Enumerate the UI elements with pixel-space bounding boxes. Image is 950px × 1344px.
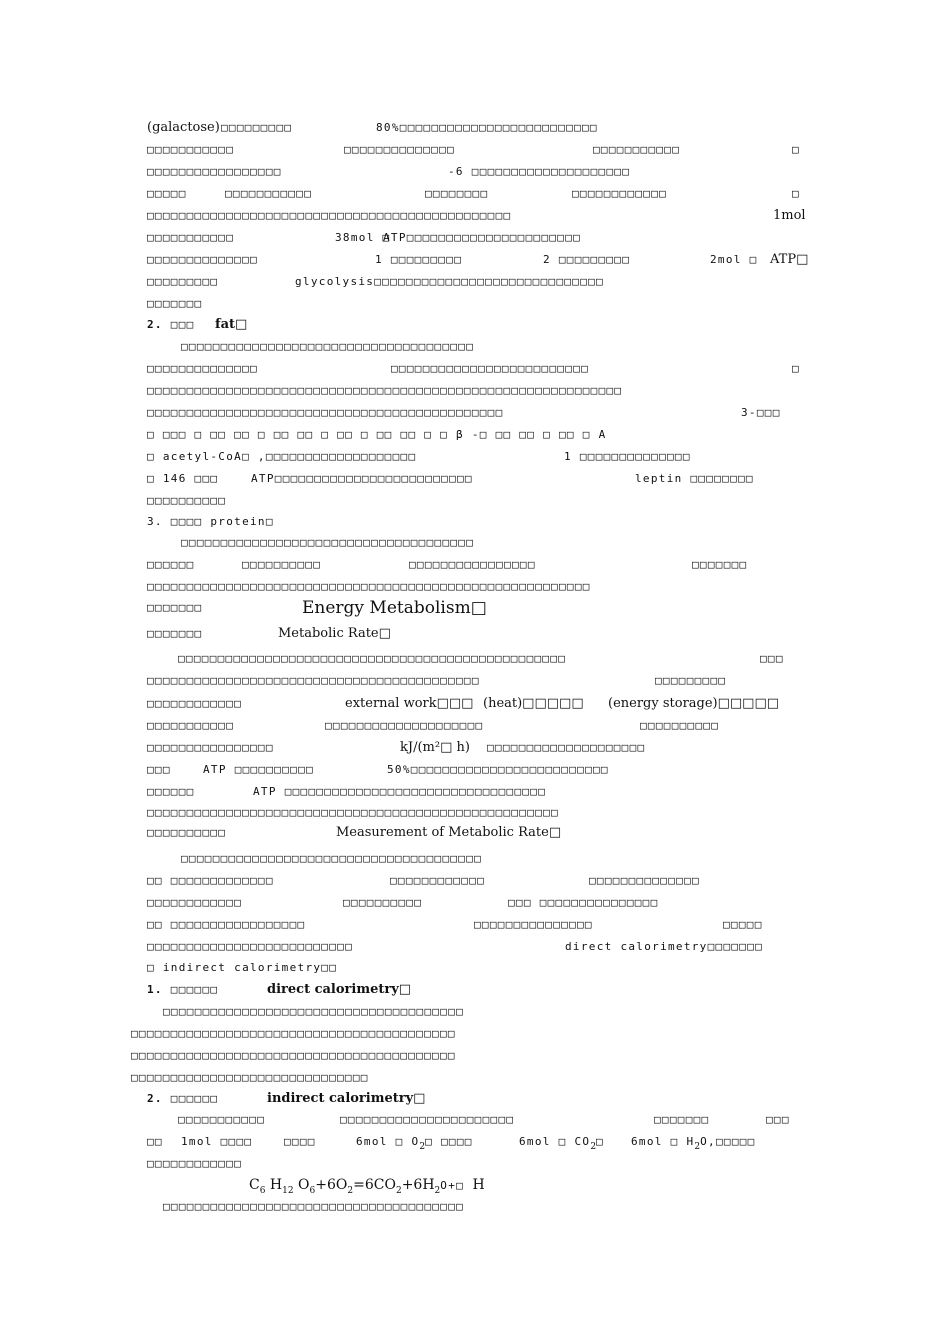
text-span: 6mol □ H bbox=[631, 1135, 695, 1148]
text-segment: 2. □□□ bbox=[147, 318, 195, 331]
eq-c: C bbox=[249, 1177, 260, 1193]
eq-co2: CO bbox=[373, 1177, 396, 1193]
subscript: 2 bbox=[434, 1186, 441, 1196]
text-segment: 50%□□□□□□□□□□□□□□□□□□□□□□□□□ bbox=[387, 763, 609, 776]
eq-o: O bbox=[298, 1177, 310, 1193]
text-segment: □□□□□□□□□□□□□□□□□□□□ bbox=[325, 719, 484, 732]
text-segment: □□□□□□□□□□□ bbox=[225, 187, 313, 200]
text-segment: □ 146 □□□ bbox=[147, 472, 219, 485]
formula-consume: □□□□ bbox=[284, 1135, 316, 1148]
text-segment: 2mol □ bbox=[710, 253, 758, 266]
text-segment: (galactose) bbox=[147, 120, 220, 135]
subscript: 2 bbox=[419, 1142, 426, 1152]
text-segment: (energy storage)□□□□□ bbox=[608, 696, 780, 711]
text-segment: □□□□□□□ bbox=[147, 601, 203, 614]
text-segment: □□□□□□□□□□□□□□□ bbox=[474, 918, 593, 931]
text-segment: □□□□□□□ bbox=[147, 627, 203, 640]
text-segment: indirect calorimetry□ bbox=[267, 1091, 426, 1106]
subscript: 2 bbox=[347, 1186, 354, 1196]
text-segment: 80%□□□□□□□□□□□□□□□□□□□□□□□□□ bbox=[376, 121, 598, 134]
text-segment: □□□□□□□□□□□□□□□□ bbox=[147, 741, 274, 754]
text-segment: □□□ bbox=[760, 652, 784, 665]
text-segment: □□□□□□□□□□□□□□□□□□□□□□□□□ bbox=[391, 362, 590, 375]
text-span: 6mol □ O bbox=[356, 1135, 420, 1148]
text-segment: □□□□□□ bbox=[147, 785, 195, 798]
formula-h2o bbox=[631, 1133, 756, 1156]
formula-next-line: □□□□□□□□□□□□ bbox=[147, 1157, 243, 1170]
text-segment: □□□□□□□□□□□□□□□□□□□□□□□□□□□□□□□□□□□□□□□□□□ bbox=[147, 674, 480, 687]
eq-o2: O bbox=[335, 1177, 348, 1193]
text-segment: □□□□□□□□□□□□□□□□□ bbox=[147, 165, 282, 178]
text-segment: □□□□□□□ bbox=[654, 1113, 710, 1126]
text-segment: □□□ bbox=[766, 1113, 790, 1126]
formula-intro-values bbox=[181, 1133, 252, 1151]
text-segment: 2. □□□□□□ bbox=[147, 1092, 219, 1105]
text-segment: direct calorimetry□□□□□□□ bbox=[565, 940, 764, 953]
text-segment: □□□□□□□□□□□□□□□□ bbox=[409, 558, 536, 571]
text-segment: 1 □□□□□□□□□□□□□□ bbox=[564, 450, 691, 463]
text-segment: □□□ bbox=[147, 763, 171, 776]
text-segment: □□□□□□□□□□ bbox=[242, 558, 322, 571]
text-span: O,□□□□□ bbox=[700, 1135, 756, 1148]
text-segment: □□□□□□□□□□□□□□ bbox=[147, 253, 258, 266]
text-segment: □□□□□□□□□□□□□□□□□□□□□□□□□□□□□□□□□□□□□□□□□□□□□ bbox=[147, 406, 504, 419]
eq-plus: +6 bbox=[315, 1177, 336, 1193]
text-segment: □ bbox=[792, 143, 800, 156]
text-segment: ATP □□□□□□□□□□□□□□□□□□□□□□□□□□□□□□□□□ bbox=[253, 785, 547, 798]
eq-equals: =6 bbox=[353, 1177, 374, 1193]
text-segment: □□□□□□□□□ bbox=[655, 674, 727, 687]
text-segment: □□□□□□□□□□□□ bbox=[147, 697, 243, 710]
text-segment: □□□□□□□□□□□□□□ bbox=[589, 874, 700, 887]
formula-intro-line bbox=[147, 1133, 163, 1151]
text-segment: □□□□□□□□□□□ bbox=[147, 719, 235, 732]
text-segment: □□□□□□□□□ bbox=[147, 275, 219, 288]
text-segment: □□□□□□□□□□□□□□□□□□□□□□□□□□□□□□□□□□□□□□ bbox=[181, 852, 483, 865]
text-segment: □ indirect calorimetry□□ bbox=[147, 961, 338, 974]
text-segment: kJ/(m²□ h) bbox=[400, 740, 470, 755]
text-segment: □□□□□□□□□□□ bbox=[593, 143, 681, 156]
text-span: □ □□□□ bbox=[425, 1135, 473, 1148]
text-segment: □□□□□□□□□□□ bbox=[147, 143, 235, 156]
text-segment: □ □□□ □ □□ □□ □ □□ □□ □ □□ □ □□ □□ □ □ β -□ □□ □□ □ □□ □ A bbox=[147, 428, 607, 441]
text-segment: Energy Metabolism□ bbox=[302, 598, 487, 618]
eq-delta-h: H bbox=[472, 1177, 485, 1193]
text-segment: leptin □□□□□□□□ bbox=[635, 472, 754, 485]
text-segment: glycolysis□□□□□□□□□□□□□□□□□□□□□□□□□□□□□ bbox=[295, 275, 604, 288]
formula-o2 bbox=[356, 1133, 473, 1156]
text-segment: □□□□□□□□□□□□ bbox=[147, 896, 243, 909]
text-span: □□ bbox=[147, 1135, 163, 1148]
text-segment: □□□□□□□□□□ bbox=[147, 826, 227, 839]
text-span: □ bbox=[596, 1135, 604, 1148]
text-segment: ATP□□□□□□□□□□□□□□□□□□□□□□ bbox=[383, 231, 582, 244]
text-segment: □□ □□□□□□□□□□□□□□□□□ bbox=[147, 918, 306, 931]
text-segment: external work□□□ bbox=[345, 696, 474, 711]
text-segment: (heat)□□□□□ bbox=[483, 696, 584, 711]
formula-co2 bbox=[519, 1133, 604, 1156]
text-segment: □□□□□□□□□□□ bbox=[147, 231, 235, 244]
text-segment: □□□□□□□□□□□□□□□□□□□□□□□□□□□□□□□□□□□□□□□□□□□□□□□□□□□□□□□□□□□□ bbox=[147, 384, 623, 397]
text-segment: □□□□□□□□ bbox=[425, 187, 489, 200]
text-segment: □□□□□□□ bbox=[147, 297, 203, 310]
text-segment: □□□□□□□□□ bbox=[221, 121, 293, 134]
text-segment: □□□□□□□□□□□□□□□□□□□□□□ bbox=[340, 1113, 515, 1126]
text-segment: □□□□□□□□□□□□ bbox=[390, 874, 486, 887]
text-segment: □□□□□□□□□□□□□□□□□□□□□□□□□□□□□□□□□□□□□ bbox=[181, 536, 475, 549]
text-segment: □□□□□□□□□□□□□□□□□□□□□□□□□□□□□□□□□□□□□□ bbox=[163, 1005, 465, 1018]
text-segment: □□□□□□□□□□ bbox=[640, 719, 720, 732]
text-segment: □□□□□□□□□□□□□□ bbox=[344, 143, 455, 156]
text-segment: □ acetyl-CoA□ ,□□□□□□□□□□□□□□□□□□□ bbox=[147, 450, 417, 463]
text-segment: fat□ bbox=[215, 317, 248, 332]
text-segment: 38mol □ bbox=[335, 231, 391, 244]
text-segment: □ bbox=[792, 362, 800, 375]
subscript: 6 bbox=[259, 1186, 266, 1196]
text-segment: □□□□□□□□□□□□□□□□□□□□□□□□□□□□□□□□□□□□□□□□□□□□□□ bbox=[147, 209, 512, 222]
text-segment: □□□□□□□□□□□□□□□□□□□□□□□□□□□□□□ bbox=[131, 1071, 369, 1084]
text-segment: □□□□□ bbox=[147, 187, 187, 200]
text-segment: direct calorimetry□ bbox=[267, 982, 412, 997]
subscript: 2 bbox=[590, 1142, 597, 1152]
text-segment: □□□□□□□□□□□□□□□□□□□□□□□□□□□□□□□□□□□□□□□□□ bbox=[131, 1049, 456, 1062]
subscript: 6 bbox=[309, 1186, 316, 1196]
text-segment: □□ □□□□□□□□□□□□□ bbox=[147, 874, 274, 887]
text-segment: □□□□□ bbox=[723, 918, 763, 931]
text-segment: □□□□□□□□□□□□□□□□□□□□□□□□□□ bbox=[147, 940, 353, 953]
last-paragraph-line: □□□□□□□□□□□□□□□□□□□□□□□□□□□□□□□□□□□□□□ bbox=[163, 1200, 465, 1213]
text-segment: Metabolic Rate□ bbox=[278, 626, 391, 641]
text-segment: □□□□□□□□□□□ bbox=[178, 1113, 266, 1126]
text-segment: □□□□□□□□□□ bbox=[343, 896, 423, 909]
text-segment: □□□□□□□□□□□□□□□□□□□□ bbox=[487, 741, 646, 754]
eq-h2o: H bbox=[422, 1177, 435, 1193]
text-segment: 2 □□□□□□□□□ bbox=[543, 253, 631, 266]
text-segment: □□□□□□□□□□□□□□□□□□□□□□□□□□□□□□□□□□□□□ bbox=[181, 340, 475, 353]
text-segment: □□□□□□ bbox=[147, 558, 195, 571]
text-segment: □□□ □□□□□□□□□□□□□□□ bbox=[508, 896, 659, 909]
eq-h2o-tail: O+□ bbox=[440, 1179, 465, 1192]
text-segment: Measurement of Metabolic Rate□ bbox=[336, 825, 562, 840]
text-segment: 1 □□□□□□□□□ bbox=[375, 253, 463, 266]
eq-plus: +6 bbox=[401, 1177, 423, 1193]
text-segment: 1mol bbox=[773, 208, 806, 223]
text-segment: 1. □□□□□□ bbox=[147, 983, 219, 996]
text-segment: □□□□□□□□□□□□□□□□□□□□□□□□□□□□□□□□□□□□□□□□□□□□□□□□□ bbox=[178, 652, 567, 665]
text-segment: 3-□□□ bbox=[741, 406, 781, 419]
text-segment: □□□□□□□□□□□□□□□□□□□□□□□□□□□□□□□□□□□□□□□□□ bbox=[131, 1027, 456, 1040]
subscript: 12 bbox=[282, 1186, 294, 1196]
subscript: 2 bbox=[395, 1186, 402, 1196]
text-segment: □ bbox=[792, 187, 800, 200]
text-segment: -6 □□□□□□□□□□□□□□□□□□□□ bbox=[448, 165, 631, 178]
text-segment: □□□□□□□□□□□□□□ bbox=[147, 362, 258, 375]
text-segment: ATP□□□□□□□□□□□□□□□□□□□□□□□□□ bbox=[251, 472, 473, 485]
text-segment: □□□□□□□ bbox=[692, 558, 748, 571]
text-segment: □□□□□□□□□□□□□□□□□□□□□□□□□□□□□□□□□□□□□□□□□□□□□□□□□□□□ bbox=[147, 806, 559, 819]
subscript: 2 bbox=[694, 1142, 701, 1152]
text-span: 1mol □□□□ bbox=[181, 1135, 253, 1148]
text-segment: □□□□□□□□□□□□ bbox=[572, 187, 668, 200]
text-segment: 3. □□□□ protein□ bbox=[147, 515, 274, 528]
glucose-equation bbox=[249, 1176, 485, 1200]
text-span: 6mol □ CO bbox=[519, 1135, 591, 1148]
eq-h: H bbox=[269, 1177, 283, 1193]
text-segment: ATP□ bbox=[770, 252, 809, 267]
text-segment: ATP □□□□□□□□□□ bbox=[203, 763, 314, 776]
text-segment: □□□□□□□□□□□□□□□□□□□□□□□□□□□□□□□□□□□□□□□□□□□□□□□□□□□□□□□□ bbox=[147, 580, 591, 593]
text-segment: □□□□□□□□□□ bbox=[147, 494, 227, 507]
